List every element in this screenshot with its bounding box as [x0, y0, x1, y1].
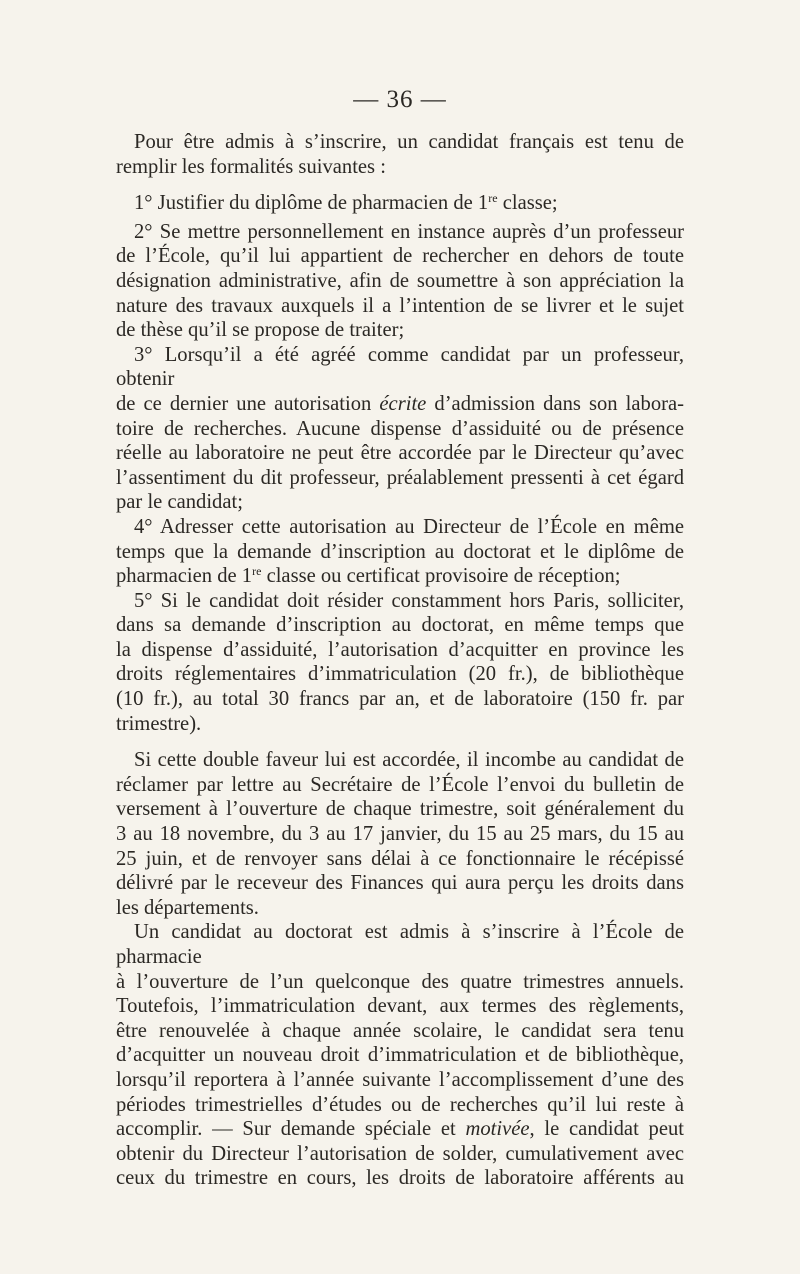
- text-line: la dispense d’assiduité, l’autorisation d’acquitter en province les: [116, 638, 684, 661]
- text-line: d’acquitter un nouveau droit d’immatriculation et de bibliothèque,: [116, 1044, 684, 1067]
- text-line: périodes trimestrielles d’études ou de recherches qu’il lui reste à: [116, 1093, 684, 1116]
- text-line: l’assentiment du dit professeur, préalablement pressenti à cet égard: [116, 466, 684, 489]
- text-line: pharmacien de 1re classe ou certificat provisoire de réception;: [116, 564, 621, 588]
- text-line: ceux du trimestre en cours, les droits de laboratoire afférents au: [116, 1167, 684, 1190]
- paragraph-condition-3: [116, 343, 684, 515]
- text-line: 2° Se mettre personnellement en instance auprès d’un professeur: [134, 220, 684, 243]
- page-body: [116, 130, 684, 1191]
- text-line: obtenir du Directeur l’autorisation de solder, cumulativement avec: [116, 1142, 684, 1165]
- text-line: temps que la demande d’inscription au doctorat et le diplôme de: [116, 540, 684, 563]
- paragraph-doctorate-admission: [116, 920, 684, 1191]
- text-line: accomplir. — Sur demande spéciale et motivée, le candidat peut: [116, 1118, 684, 1141]
- paragraph-double-favor: [116, 748, 684, 920]
- text-line: de thèse qu’il se propose de traiter;: [116, 319, 405, 342]
- page-number: — 36 —: [353, 86, 447, 113]
- text-line: versement à l’ouverture de chaque trimestre, soit généralement du: [116, 798, 684, 821]
- text-line: 3° Lorsqu’il a été agréé comme candidat par un professeur, obtenir: [116, 343, 684, 391]
- text-line: 1° Justifier du diplôme de pharmacien de 1re classe;: [134, 191, 558, 215]
- paragraph-condition-2: [116, 220, 684, 343]
- text-line: 25 juin, et de renvoyer sans délai à ce fonctionnaire le récépissé: [116, 847, 684, 870]
- text-line: réelle au laboratoire ne peut être accordée par le Directeur qu’avec: [116, 442, 684, 465]
- text-line: Toutefois, l’immatriculation devant, aux termes des règlements,: [116, 995, 684, 1018]
- text-line: Un candidat au doctorat est admis à s’inscrire à l’École de pharmacie: [116, 921, 684, 968]
- text-line: lorsqu’il reportera à l’année suivante l’accomplissement d’une des: [116, 1068, 684, 1091]
- text-line: trimestre).: [116, 712, 202, 735]
- text-line: à l’ouverture de l’un quelconque des quatre trimestres annuels.: [116, 970, 684, 993]
- text-line: dans sa demande d’inscription au doctorat, en même temps que: [116, 614, 684, 637]
- text-line: être renouvelée à chaque année scolaire, le candidat sera tenu: [116, 1019, 684, 1042]
- text-line: les départements.: [116, 896, 259, 919]
- text-line: réclamer par lettre au Secrétaire de l’École l’envoi du bulletin de: [116, 773, 684, 796]
- text-line: Pour être admis à s’inscrire, un candidat français est tenu de: [134, 131, 684, 153]
- text-line: droits réglementaires d’immatriculation (20 fr.), de bibliothèque: [116, 663, 684, 686]
- paragraph-condition-5: [116, 589, 684, 737]
- text-line: toire de recherches. Aucune dispense d’assiduité ou de présence: [116, 417, 684, 440]
- paragraph-intro: [116, 130, 684, 179]
- text-line: 3 au 18 novembre, du 3 au 17 janvier, du 15 au 25 mars, du 15 au: [116, 823, 684, 846]
- text-line: de l’École, qu’il lui appartient de rechercher en dehors de toute: [116, 245, 684, 268]
- text-line: remplir les formalités suivantes :: [116, 155, 386, 178]
- text-line: désignation administrative, afin de soumettre à son appréciation la: [116, 269, 684, 292]
- text-line: par le candidat;: [116, 491, 243, 514]
- paragraph-condition-1: [116, 191, 684, 216]
- text-line: délivré par le receveur des Finances qui aura perçu les droits dans: [116, 872, 684, 895]
- text-line: nature des travaux auxquels il a l’intention de se livrer et le sujet: [116, 294, 684, 317]
- text-line: 5° Si le candidat doit résider constamment hors Paris, solliciter,: [134, 589, 684, 612]
- paragraph-condition-4: [116, 515, 684, 589]
- text-line: Si cette double faveur lui est accordée, il incombe au candidat de: [134, 749, 684, 772]
- text-line: 4° Adresser cette autorisation au Directeur de l’École en même: [134, 515, 684, 538]
- text-line: de ce dernier une autorisation écrite d’admission dans son labora-: [116, 392, 684, 415]
- text-line: (10 fr.), au total 30 francs par an, et de laboratoire (150 fr. par: [116, 688, 684, 711]
